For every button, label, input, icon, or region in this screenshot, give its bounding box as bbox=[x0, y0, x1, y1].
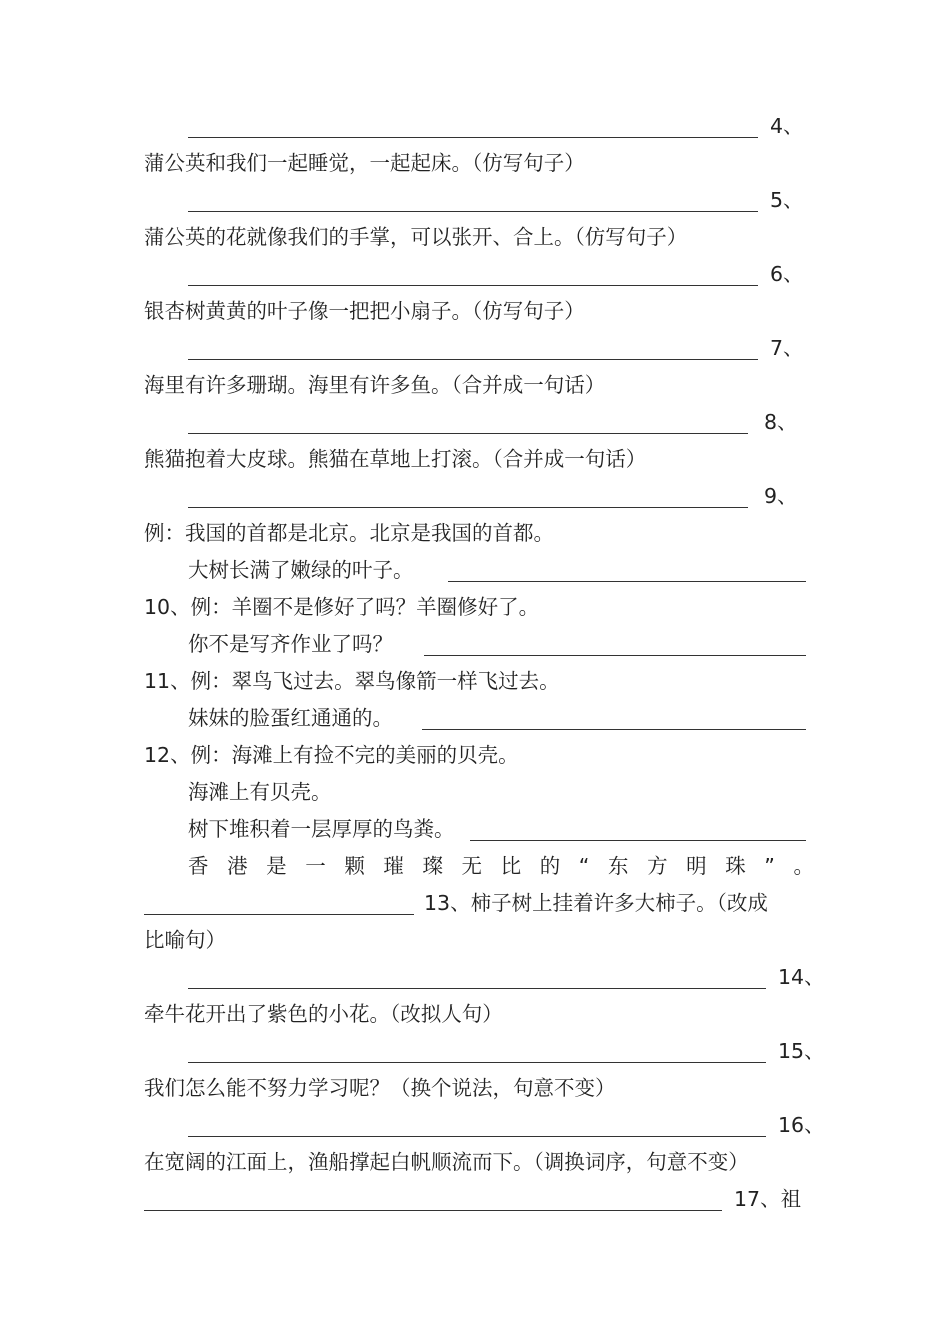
spread-char: 颗 bbox=[344, 854, 365, 878]
answer-line-7 bbox=[188, 404, 814, 441]
item-9-task bbox=[188, 552, 814, 589]
item-number-17: 17、祖 bbox=[734, 1187, 802, 1211]
answer-line-6 bbox=[188, 330, 814, 367]
answer-blank[interactable] bbox=[188, 285, 758, 286]
answer-blank[interactable] bbox=[470, 840, 806, 841]
spread-char: 港 bbox=[227, 854, 248, 878]
answer-line-15 bbox=[188, 1107, 825, 1144]
item-9-example: 例：我国的首都是北京。北京是我国的首都。 bbox=[144, 521, 554, 545]
item-14-prompt: 牵牛花开出了紫色的小花。（改拟人句） bbox=[144, 1002, 503, 1026]
item-5-prompt: 蒲公英的花就像我们的手掌，可以张开、合上。（仿写句子） bbox=[144, 225, 688, 249]
answer-blank[interactable] bbox=[144, 1210, 722, 1211]
item-13-line bbox=[144, 885, 814, 922]
item-number-15: 15、 bbox=[778, 1039, 825, 1063]
spread-char: 东 bbox=[607, 854, 629, 878]
item-15-prompt: 我们怎么能不努力学习呢？（换个说法，句意不变） bbox=[144, 1076, 616, 1100]
answer-line-3 bbox=[188, 108, 814, 145]
item-11-sentence: 妹妹的脸蛋红通通的。 bbox=[188, 706, 393, 730]
item-number-14: 14、 bbox=[778, 965, 825, 989]
spread-char: “ bbox=[578, 854, 590, 878]
answer-blank[interactable] bbox=[188, 359, 758, 360]
answer-blank[interactable] bbox=[188, 433, 748, 434]
item-10-example: 10、例：羊圈不是修好了吗？羊圈修好了。 bbox=[144, 595, 540, 619]
item-12-sentence: 树下堆积着一层厚厚的鸟粪。 bbox=[188, 817, 455, 841]
answer-blank[interactable] bbox=[144, 914, 414, 915]
item-number-8: 8、 bbox=[764, 410, 798, 434]
item-10-sentence: 你不是写齐作业了吗？ bbox=[188, 632, 393, 656]
answer-blank[interactable] bbox=[424, 655, 806, 656]
item-10-task bbox=[188, 626, 814, 663]
spread-char: ” bbox=[764, 854, 775, 878]
item-12-given: 海滩上有贝壳。 bbox=[188, 780, 332, 804]
answer-blank[interactable] bbox=[188, 211, 758, 212]
item-12-task-2 bbox=[188, 848, 814, 885]
spread-char: 无 bbox=[461, 854, 483, 878]
item-number-5: 5、 bbox=[770, 188, 804, 212]
answer-blank[interactable] bbox=[188, 1136, 766, 1137]
answer-line-4 bbox=[188, 182, 814, 219]
answer-blank[interactable] bbox=[448, 581, 806, 582]
spread-char: 璨 bbox=[422, 854, 443, 878]
item-13-prompt-cont: 比喻句） bbox=[144, 928, 226, 952]
item-number-9: 9、 bbox=[764, 484, 798, 508]
spread-char: 明 bbox=[686, 854, 707, 878]
answer-blank[interactable] bbox=[188, 137, 758, 138]
item-number-4: 4、 bbox=[770, 114, 804, 138]
item-16-prompt: 在宽阔的江面上，渔船撑起白帆顺流而下。（调换词序，句意不变） bbox=[144, 1150, 749, 1174]
spread-char: 一 bbox=[305, 854, 326, 878]
spread-char: 的 bbox=[539, 854, 561, 878]
item-number-16: 16、 bbox=[778, 1113, 825, 1137]
item-number-6: 6、 bbox=[770, 262, 804, 286]
answer-blank[interactable] bbox=[188, 988, 766, 989]
item-number-7: 7、 bbox=[770, 336, 804, 360]
answer-blank[interactable] bbox=[188, 507, 748, 508]
item-12-task bbox=[188, 811, 814, 848]
answer-blank[interactable] bbox=[422, 729, 806, 730]
spread-char: 比 bbox=[500, 854, 522, 878]
item-9-sentence: 大树长满了嫩绿的叶子。 bbox=[188, 558, 414, 582]
item-7-prompt: 海里有许多珊瑚。海里有许多鱼。（合并成一句话） bbox=[144, 373, 606, 397]
spread-char: 珠 bbox=[725, 854, 746, 878]
item-12-example: 12、例：海滩上有捡不完的美丽的贝壳。 bbox=[144, 743, 519, 767]
item-11-example: 11、例：翠鸟飞过去。翠鸟像箭一样飞过去。 bbox=[144, 669, 560, 693]
item-13-prompt: 13、柿子树上挂着许多大柿子。（改成 bbox=[424, 891, 768, 915]
spread-char: 香 bbox=[188, 854, 209, 878]
answer-line-13 bbox=[188, 959, 825, 996]
answer-line-14 bbox=[188, 1033, 825, 1070]
answer-line-5 bbox=[188, 256, 814, 293]
spread-char: 方 bbox=[647, 854, 668, 878]
item-4-prompt: 蒲公英和我们一起睡觉，一起起床。（仿写句子） bbox=[144, 151, 585, 175]
item-11-task bbox=[188, 700, 814, 737]
spread-char: 是 bbox=[266, 854, 287, 878]
answer-line-8 bbox=[188, 478, 814, 515]
item-6-prompt: 银杏树黄黄的叶子像一把把小扇子。（仿写句子） bbox=[144, 299, 585, 323]
answer-blank[interactable] bbox=[188, 1062, 766, 1063]
spread-char: 璀 bbox=[383, 854, 404, 878]
answer-line-16 bbox=[144, 1181, 814, 1218]
spread-char: 。 bbox=[793, 854, 814, 878]
item-8-prompt: 熊猫抱着大皮球。熊猫在草地上打滚。（合并成一句话） bbox=[144, 447, 647, 471]
